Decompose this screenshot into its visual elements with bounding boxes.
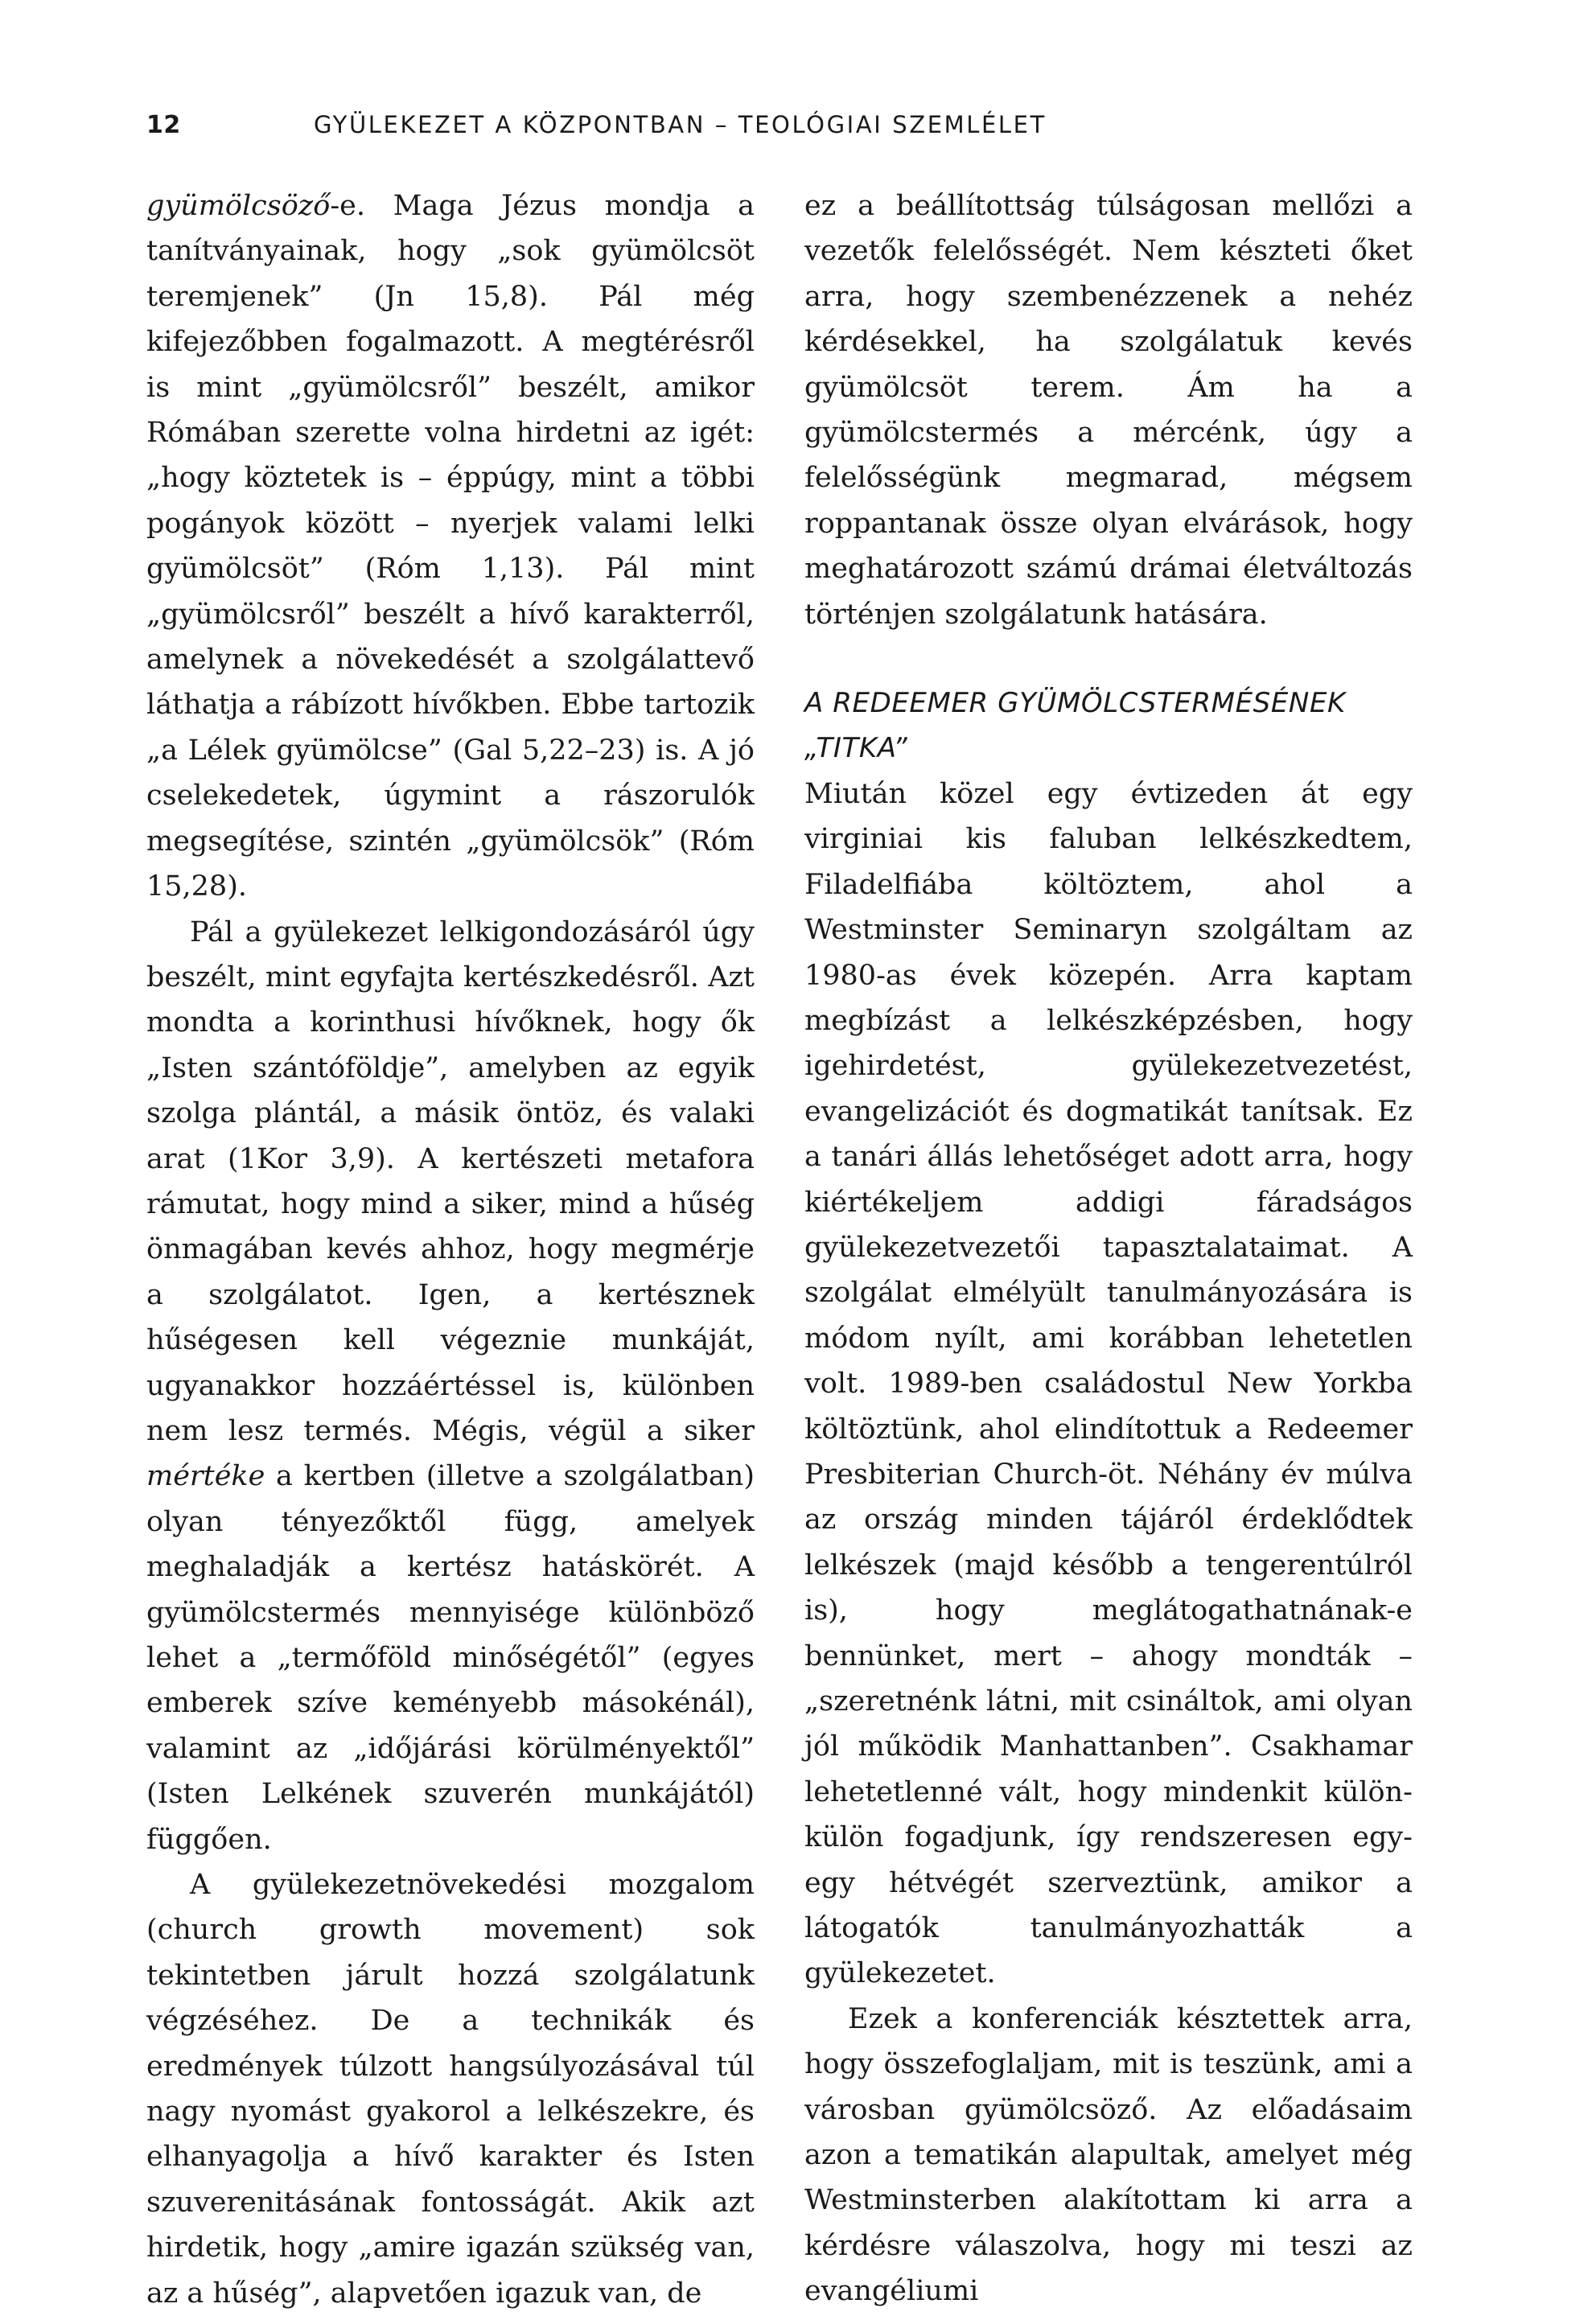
left-column	[146, 183, 755, 2316]
italic-word: mértéke	[146, 1460, 265, 1493]
paragraph-text: -e. Maga Jézus mondja a tanítványainak, hogy „sok gyümölcsöt teremjenek” (Jn 15,8). Pál még kifejezőbben fogalmazott. A megtérésről is mint „gyümölcsről” beszélt, amikor Rómában szerette volna hirdetni az igét: „hogy köztetek is – éppúgy, mint a többi pogányok között – nyerjek valami lelki gyümölcsöt” (Róm 1,13). Pál mint „gyümölcsről” beszélt a hívő karakterről, amelynek a növekedését a szolgálattevő láthatja a rábízott hívőkben. Ebbe tartozik „a Lélek gyümölcse” (Gal 5,22–23) is. A jó cselekedetek, úgymint a rászorulók megsegítése, szintén „gyümölcsök” (Róm 15,28).	[146, 190, 755, 903]
running-title: GYÜLEKEZET A KÖZPONTBAN – TEOLÓGIAI SZEMLÉLET	[314, 111, 1047, 138]
paragraph-5: Miután közel egy évtizeden át egy virginiai kis faluban lelkészkedtem, Filadelfiába költöztem, ahol a Westminster Seminaryn szolgáltam az 1980-as évek közepén. Arra kaptam megbízást a lelkészképzésben, hogy igehirdetést, gyülekezetvezetést, evangelizációt és dogmatikát tanítsak. Ez a tanári állás lehetőséget adott arra, hogy kiértékeljem addigi fáradságos gyülekezetvezetői tapasztalataimat. A szolgálat elmélyült tanulmányozására is módom nyílt, ami korábban lehetetlen volt. 1989-ben családostul New Yorkba költöztünk, ahol elindítottuk a Redeemer Presbiterian Church-öt. Néhány év múlva az ország minden tájáról érdeklődtek lelkészek (majd később a tengerentúlról is), hogy meglátogathatnának-e bennünket, mert – ahogy mondták – „szeretnénk látni, mit csináltok, ami olyan jól működik Manhattanben”. Csakhamar lehetetlenné vált, hogy mindenkit külön-külön fogadjunk, így rendszeresen egy-egy hétvégét szerveztünk, amikor a látogatók tanulmányozhatták a gyülekezetet.	[804, 777, 1413, 1990]
italic-word: gyümölcsöző	[146, 190, 331, 222]
page-number: 12	[146, 111, 181, 139]
paragraph-1	[146, 183, 755, 910]
paragraph-text: a kertben (illetve a szolgálatban) olyan tényezőktől függ, amelyek meghaladják a kertész hatáskörét. A gyümölcstermés mennyisége különböző lehet a „termőföld minőségétől” (egyes emberek szíve keményebb másokénál), valamint az „időjárási körülményektől” (Isten Lelkének szuverén munkájától) függően.	[146, 1460, 755, 1856]
paragraph-4: ez a beállítottság túlságosan mellőzi a vezetők felelősségét. Nem készteti őket arra, hogy szembenézzenek a nehéz kérdésekkel, ha szolgálatuk kevés gyümölcsöt terem. Ám ha a gyümölcstermés a mércénk, úgy a felelősségünk megmarad, mégsem roppantanak össze olyan elvárások, hogy meghatározott számú drámai életváltozás történjen szolgálatunk hatására.	[804, 190, 1413, 631]
paragraph-3: A gyülekezetnövekedési mozgalom (church growth movement) sok tekintetben járult hozzá szolgálatunk végzéséhez. De a technikák és eredmények túlzott hangsúlyozásával túl nagy nyomást gyakorol a lelkészekre, és elhanyagolja a hívő karakter és Isten szuverenitásának fontosságát. Akik azt hirdetik, hogy „amire igazán szükség van, az a hűség”, alapvetően igazuk van, de	[146, 1869, 755, 2310]
paragraph-2	[146, 910, 755, 1863]
paragraph-6: Ezek a konferenciák késztettek arra, hogy összefoglaljam, mit is teszünk, ami a városban gyümölcsöző. Az előadásaim azon a tematikán alapultak, amelyet még Westminsterben alakítottam ki arra a kérdésre válaszolva, hogy mi teszi az evangéliumi	[804, 2002, 1413, 2308]
right-column	[804, 183, 1413, 2314]
paragraph-text: Pál a gyülekezet lelkigondozásáról úgy beszélt, mint egyfajta kertészkedésről. Azt mondta a korinthusi hívőknek, hogy ők „Isten szántóföldje”, amelyben az egyik szolga plántál, a másik öntöz, és valaki arat (1Kor 3,9). A kertészeti metafora rámutat, hogy mind a siker, mind a hűség önmagában kevés ahhoz, hogy megmérje a szolgálatot. Igen, a kertésznek hűségesen kell végeznie munkáját, ugyanakkor hozzáértéssel is, különben nem lesz termés. Mégis, végül a siker	[146, 915, 755, 1447]
section-heading: A REDEEMER GYÜMÖLCSTERMÉSÉNEK „TITKA”	[804, 687, 1346, 765]
page-header	[146, 111, 1450, 146]
